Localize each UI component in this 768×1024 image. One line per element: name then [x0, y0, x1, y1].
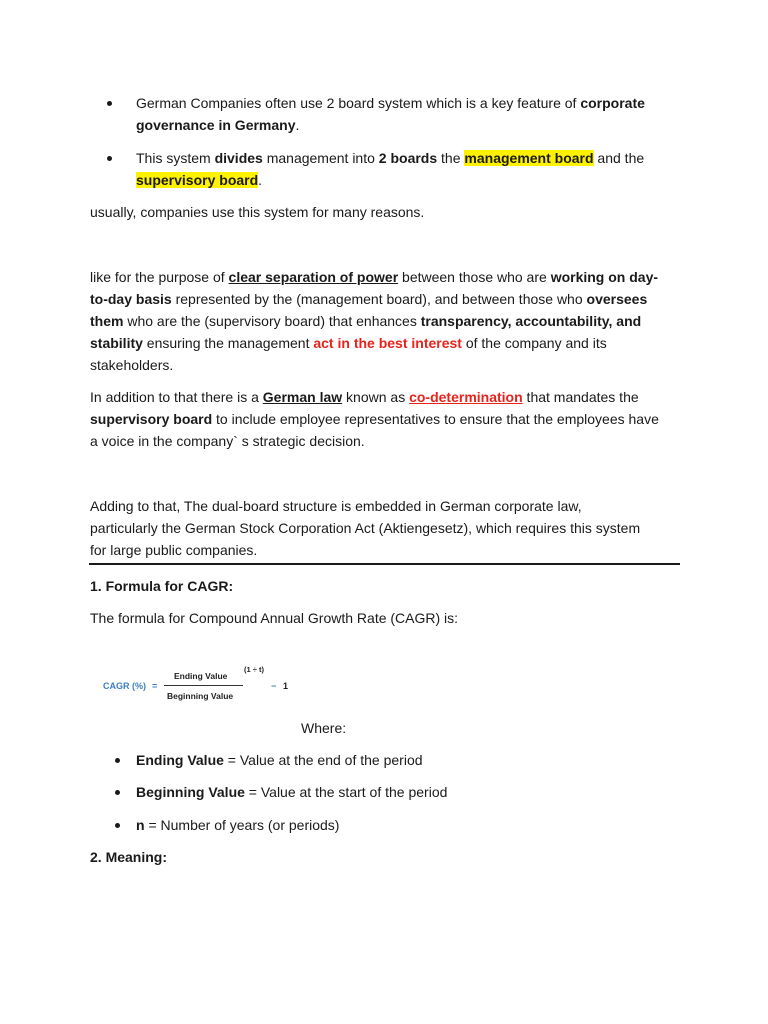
- highlight-management-board: management board: [464, 150, 594, 166]
- formula-denominator: Beginning Value: [167, 691, 234, 701]
- formula-numerator: Ending Value: [174, 671, 228, 681]
- para-line: for large public companies.: [90, 542, 258, 558]
- fraction-bar: [164, 685, 243, 686]
- paragraph-usually: usually, companies use this system for many reasons.: [90, 204, 425, 220]
- para-line: stakeholders.: [90, 357, 174, 373]
- definition-item: n = Number of years (or periods): [136, 817, 340, 833]
- bullet-dot: [115, 758, 120, 763]
- heading-meaning: 2. Meaning:: [90, 849, 168, 865]
- where-label: Where:: [301, 720, 347, 736]
- bullet-2-line-1: This system divides management into 2 boards the management board and the: [136, 150, 645, 166]
- bullet-dot: [115, 790, 120, 795]
- para-line: Adding to that, The dual-board structure is embedded in German corporate law,: [90, 498, 582, 514]
- formula-one: 1: [283, 681, 289, 691]
- bullet-dot: [107, 101, 112, 106]
- red-link-codetermination: co-determination: [409, 389, 523, 405]
- bullet-dot: [107, 156, 112, 161]
- cagr-formula-image: [103, 664, 293, 709]
- bullet-1-line-1: German Companies often use 2 board system which is a key feature of corporate: [136, 95, 645, 111]
- heading-formula-cagr: 1. Formula for CAGR:: [90, 578, 234, 594]
- formula-minus: −: [271, 681, 277, 691]
- para-line: stability ensuring the management act in the best interest of the company and its: [90, 335, 607, 351]
- para-line: them who are the (supervisory board) that enhances transparency, accountability, and: [90, 313, 642, 329]
- bullet-2-line-2: supervisory board.: [136, 172, 263, 188]
- para-line: to-day basis represented by the (management board), and between those who oversees: [90, 291, 648, 307]
- formula-label: CAGR (%): [103, 681, 146, 691]
- para-line: like for the purpose of clear separation of power between those who are working on day-: [90, 269, 659, 285]
- red-emphasis-best-interest: act in the best interest: [313, 335, 462, 351]
- para-line: particularly the German Stock Corporation Act (Aktiengesetz), which requires this system: [90, 520, 641, 536]
- formula-equals: =: [152, 681, 158, 691]
- highlight-supervisory-board: supervisory board: [136, 172, 259, 188]
- para-line: In addition to that there is a German law known as co-determination that mandates the: [90, 389, 639, 405]
- formula-exponent: (1 ÷ t): [244, 665, 264, 674]
- formula-intro: The formula for Compound Annual Growth Rate (CAGR) is:: [90, 610, 459, 626]
- para-line: supervisory board to include employee representatives to ensure that the employees have: [90, 411, 659, 427]
- bullet-dot: [115, 823, 120, 828]
- horizontal-divider: [89, 563, 680, 565]
- bullet-1-line-2: governance in Germany.: [136, 117, 300, 133]
- definition-item: Beginning Value = Value at the start of the period: [136, 784, 448, 800]
- definition-item: Ending Value = Value at the end of the period: [136, 752, 423, 768]
- para-line: a voice in the company` s strategic decision.: [90, 433, 365, 449]
